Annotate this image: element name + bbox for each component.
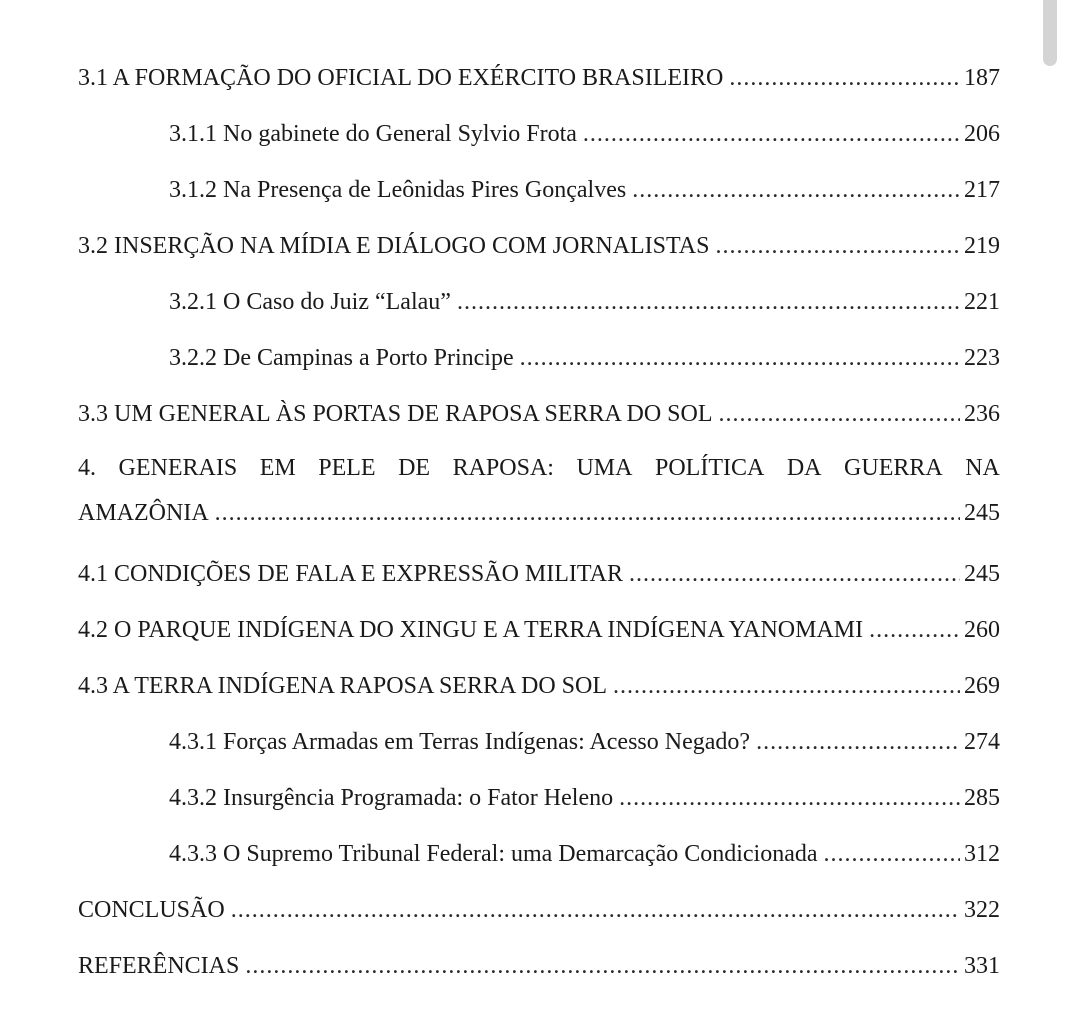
toc-entry-page: 260 [964,617,1000,643]
toc-entry[interactable] [78,218,1000,274]
toc-entry-page: 285 [964,785,1000,811]
toc-entry-label: AMAZÔNIA [78,500,209,526]
toc-entry[interactable] [78,770,1000,826]
toc-entry[interactable] [78,274,1000,330]
table-of-contents [78,50,1000,994]
toc-entry[interactable] [78,938,1000,994]
toc-entry-page: 331 [964,953,1000,979]
dot-leader [231,882,960,938]
toc-entry-page: 269 [964,673,1000,699]
dot-leader [756,714,960,770]
toc-entry-page: 219 [964,233,1000,259]
dot-leader [719,386,960,442]
toc-entry-label: 3.2 INSERÇÃO NA MÍDIA E DIÁLOGO COM JORNALISTAS [78,233,710,259]
toc-entry-page: 221 [964,289,1000,315]
toc-entry[interactable] [78,106,1000,162]
dot-leader [869,602,960,658]
label-word: RAPOSA: [452,455,554,481]
toc-entry[interactable] [78,330,1000,386]
toc-entry[interactable] [78,882,1000,938]
toc-entry[interactable] [78,446,1000,536]
toc-entry[interactable] [78,826,1000,882]
toc-entry-label: 3.1 A FORMAÇÃO DO OFICIAL DO EXÉRCITO BRASILEIRO [78,65,724,91]
toc-entry-page: 206 [964,121,1000,147]
toc-entry-label: 3.1.2 Na Presença de Leônidas Pires Gonçalves [169,177,627,203]
toc-entry[interactable] [78,386,1000,442]
toc-entry-label: REFERÊNCIAS [78,953,240,979]
label-word: EM [259,455,296,481]
toc-entry-page: 245 [964,561,1000,587]
label-word: PELE [318,455,376,481]
dot-leader [457,274,960,330]
label-word: GENERAIS [118,455,238,481]
toc-entry-page: 187 [964,65,1000,91]
toc-entry[interactable] [78,602,1000,658]
toc-entry-page: 274 [964,729,1000,755]
toc-entry-page: 217 [964,177,1000,203]
toc-entry-page: 322 [964,897,1000,923]
label-word: DE [398,455,431,481]
toc-entry-page: 312 [964,841,1000,867]
toc-entry[interactable] [78,162,1000,218]
label-word: NA [965,455,1000,481]
toc-entry-label-line1 [78,446,1000,491]
toc-entry-label: 3.2.1 O Caso do Juiz “Lalau” [169,289,451,315]
label-word: UMA [576,455,633,481]
toc-entry-label: 4.3.2 Insurgência Programada: o Fator Heleno [169,785,614,811]
dot-leader [715,218,960,274]
toc-entry-label: 4.3 A TERRA INDÍGENA RAPOSA SERRA DO SOL [78,673,607,699]
toc-entry-label: 4.2 O PARQUE INDÍGENA DO XINGU E A TERRA INDÍGENA YANOMAMI [78,617,864,643]
dot-leader [629,546,960,602]
toc-entry-label: CONCLUSÃO [78,897,225,923]
dot-leader [729,50,960,106]
dot-leader [215,491,960,536]
toc-entry-label: 4.3.1 Forças Armadas em Terras Indígenas: Acesso Negado? [169,729,751,755]
toc-entry-page: 245 [964,500,1000,526]
toc-entry-label: 4.3.3 O Supremo Tribunal Federal: uma Demarcação Condicionada [169,841,818,867]
dot-leader [245,938,960,994]
label-word: POLÍTICA [655,455,765,481]
toc-entry-page: 223 [964,345,1000,371]
dot-leader [520,330,960,386]
label-word: GUERRA [844,455,943,481]
dot-leader [824,826,960,882]
toc-entry-label: 3.3 UM GENERAL ÀS PORTAS DE RAPOSA SERRA DO SOL [78,401,713,427]
dot-leader [583,106,960,162]
label-word: DA [786,455,822,481]
toc-entry[interactable] [78,546,1000,602]
label-word: 4. [78,455,96,481]
dot-leader [619,770,960,826]
toc-entry-label: 3.1.1 No gabinete do General Sylvio Frota [169,121,577,147]
toc-entry-page: 236 [964,401,1000,427]
toc-entry[interactable] [78,658,1000,714]
toc-entry-label: 4.1 CONDIÇÕES DE FALA E EXPRESSÃO MILITAR [78,561,623,587]
scrollbar-thumb[interactable] [1043,0,1057,66]
dot-leader [613,658,960,714]
dot-leader [632,162,960,218]
toc-entry-label: 3.2.2 De Campinas a Porto Principe [169,345,514,371]
toc-entry[interactable] [78,50,1000,106]
toc-entry[interactable] [78,714,1000,770]
toc-entry-label-line2 [78,491,1000,536]
